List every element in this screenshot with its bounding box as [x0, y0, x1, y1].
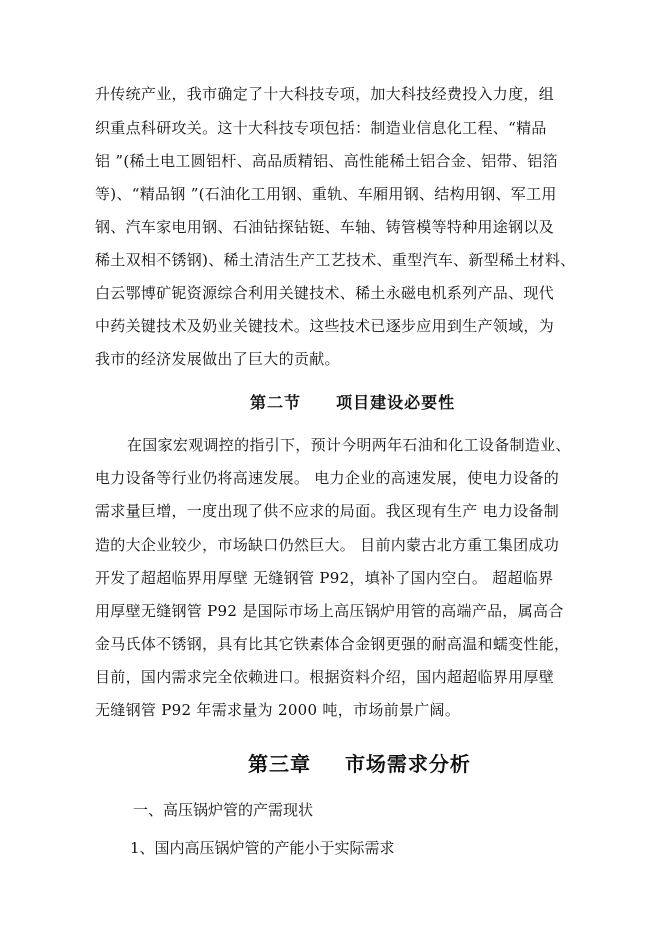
text-line: 升传统产业，我市确定了十大科技专项，加大科技经费投入力度，组: [95, 85, 555, 103]
text-line: 白云鄂博矿铌资源综合利用关键技术、稀土永磁电机系列产品、现代: [95, 284, 555, 302]
text-line: 造的大企业较少，市场缺口仍然巨大。 目前内蒙古北方重工集团成功: [95, 536, 560, 554]
section-title: 项目建设必要性: [336, 393, 456, 412]
text-line: 开发了超超临界用厚壁 无缝钢管 P92，填补了国内空白。 超超临界: [95, 569, 554, 587]
text-line: 我市的经济发展做出了巨大的贡献。: [95, 350, 340, 368]
text-line: 等)、“精品钢 ”(石油化工用钢、重轨、车厢用钢、结构用钢、军工用: [95, 185, 557, 203]
chapter-heading: [248, 748, 471, 777]
text-line: 钢、汽车家电用钢、石油钻探钻铤、车轴、铸管模等特种用途钢以及: [95, 218, 555, 236]
text-line: 在国家宏观调控的指引下，预计今明两年石油和化工设备制造业、: [127, 436, 571, 454]
text-line: 目前，国内需求完全依赖进口。根据资料介绍，国内超超临界用厚壁: [95, 668, 555, 686]
text-line: 需求量巨增，一度出现了供不应求的局面。我区现有生产 电力设备制: [95, 502, 560, 520]
text-line: 稀土双相不锈钢)、稀土清洁生产工艺技术、重型汽车、新型稀土材料、: [95, 251, 576, 269]
subheading-level1: 一、高压锅炉管的产需现状: [133, 801, 314, 819]
subheading-level2: 1、国内高压锅炉管的产能小于实际需求: [130, 839, 395, 857]
text-line: 无缝钢管 P92 年需求量为 2000 吨，市场前景广阔。: [95, 701, 461, 719]
text-line: 铝 ”(稀土电工圆铝杆、高品质精铝、高性能稀土铝合金、铝带、铝箔: [95, 152, 558, 170]
chapter-title: 市场需求分析: [344, 752, 471, 776]
text-line: 中药关键技术及奶业关键技术。这些技术已逐步应用到生产领域，为: [95, 317, 555, 335]
text-line: 用厚壁无缝钢管 P92 是国际市场上高压锅炉用管的高端产品，属高合: [95, 602, 564, 620]
section-number: 第二节: [250, 393, 302, 412]
chapter-number: 第三章: [248, 752, 311, 776]
section-heading: [250, 390, 455, 413]
text-line: 电力设备等行业仍将高速发展。 电力企业的高速发展，使电力设备的: [95, 469, 560, 487]
text-line: 金马氏体不锈钢，具有比其它铁素体合金钢更强的耐高温和蠕变性能，: [95, 635, 570, 653]
text-line: 织重点科研攻关。这十大科技专项包括：制造业信息化工程、“精品: [95, 119, 547, 137]
